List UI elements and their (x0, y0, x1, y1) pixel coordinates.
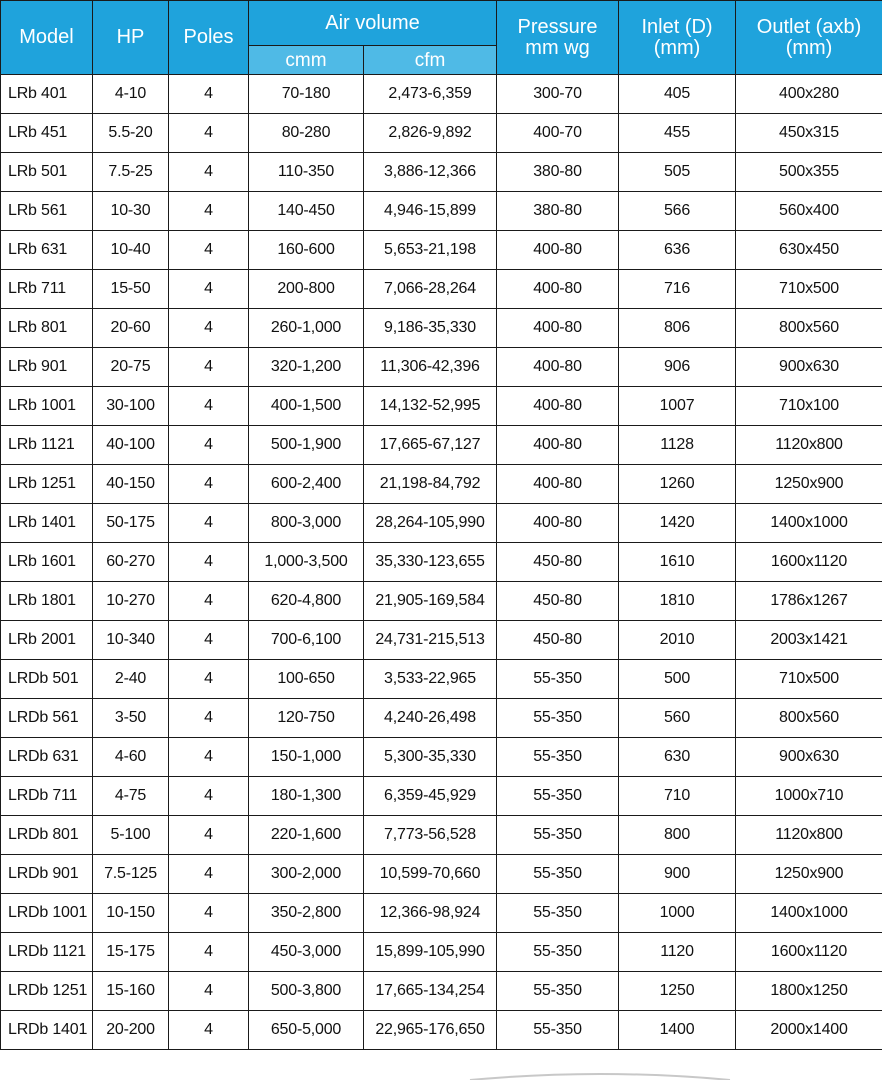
cell-poles: 4 (169, 543, 249, 582)
cell-outlet: 1786x1267 (736, 582, 882, 621)
cell-outlet: 450x315 (736, 114, 882, 153)
cell-pressure: 400-80 (497, 270, 619, 309)
header-poles: Poles (169, 1, 249, 75)
cell-cmm: 140-450 (249, 192, 364, 231)
cell-pressure: 55-350 (497, 660, 619, 699)
cell-poles: 4 (169, 777, 249, 816)
cell-cfm: 11,306-42,396 (364, 348, 497, 387)
header-cfm: cfm (364, 46, 497, 75)
cell-model: LRb 401 (1, 75, 93, 114)
cell-model: LRb 901 (1, 348, 93, 387)
cell-cmm: 320-1,200 (249, 348, 364, 387)
cell-poles: 4 (169, 621, 249, 660)
header-pressure (497, 1, 619, 75)
cell-cfm: 15,899-105,990 (364, 933, 497, 972)
header-cmm: cmm (249, 46, 364, 75)
table-row (1, 777, 882, 816)
cell-cmm: 220-1,600 (249, 816, 364, 855)
cell-outlet: 900x630 (736, 348, 882, 387)
cell-model: LRb 1801 (1, 582, 93, 621)
cell-cfm: 6,359-45,929 (364, 777, 497, 816)
cell-model: LRDb 901 (1, 855, 93, 894)
cell-cmm: 500-1,900 (249, 426, 364, 465)
cell-poles: 4 (169, 426, 249, 465)
cell-outlet: 1400x1000 (736, 504, 882, 543)
table-row (1, 231, 882, 270)
cell-outlet: 1400x1000 (736, 894, 882, 933)
cell-poles: 4 (169, 75, 249, 114)
cell-poles: 4 (169, 504, 249, 543)
cell-cfm: 35,330-123,655 (364, 543, 497, 582)
cell-cfm: 5,300-35,330 (364, 738, 497, 777)
cell-model: LRb 1401 (1, 504, 93, 543)
cell-cfm: 4,240-26,498 (364, 699, 497, 738)
cell-pressure: 300-70 (497, 75, 619, 114)
cell-outlet: 400x280 (736, 75, 882, 114)
cell-inlet: 636 (619, 231, 736, 270)
cell-outlet: 710x100 (736, 387, 882, 426)
cell-hp: 50-175 (93, 504, 169, 543)
cell-cfm: 12,366-98,924 (364, 894, 497, 933)
header-pressure-line1: Pressure (517, 15, 598, 38)
cell-poles: 4 (169, 894, 249, 933)
cell-model: LRb 501 (1, 153, 93, 192)
cell-pressure: 55-350 (497, 855, 619, 894)
cell-poles: 4 (169, 933, 249, 972)
cell-outlet: 1600x1120 (736, 543, 882, 582)
cell-inlet: 806 (619, 309, 736, 348)
cell-cmm: 1,000-3,500 (249, 543, 364, 582)
cell-cmm: 600-2,400 (249, 465, 364, 504)
cell-hp: 10-340 (93, 621, 169, 660)
cell-pressure: 400-80 (497, 426, 619, 465)
cell-inlet: 800 (619, 816, 736, 855)
cell-model: LRDb 1001 (1, 894, 93, 933)
cell-poles: 4 (169, 738, 249, 777)
cell-inlet: 2010 (619, 621, 736, 660)
cell-pressure: 380-80 (497, 192, 619, 231)
cell-inlet: 1810 (619, 582, 736, 621)
cell-outlet: 1800x1250 (736, 972, 882, 1011)
cell-hp: 40-100 (93, 426, 169, 465)
cell-cfm: 4,946-15,899 (364, 192, 497, 231)
cell-cmm: 700-6,100 (249, 621, 364, 660)
cell-hp: 30-100 (93, 387, 169, 426)
cell-model: LRDb 801 (1, 816, 93, 855)
cell-model: LRDb 501 (1, 660, 93, 699)
header-model: Model (1, 1, 93, 75)
cell-poles: 4 (169, 855, 249, 894)
cell-outlet: 1000x710 (736, 777, 882, 816)
header-outlet-line2: (mm) (785, 36, 833, 59)
cell-cfm: 22,965-176,650 (364, 1011, 497, 1050)
table-row (1, 153, 882, 192)
cell-outlet: 900x630 (736, 738, 882, 777)
cell-model: LRDb 1401 (1, 1011, 93, 1050)
cell-pressure: 55-350 (497, 816, 619, 855)
cell-model: LRb 1601 (1, 543, 93, 582)
cell-poles: 4 (169, 972, 249, 1011)
cell-hp: 4-10 (93, 75, 169, 114)
cell-cfm: 21,905-169,584 (364, 582, 497, 621)
table-row (1, 660, 882, 699)
cell-inlet: 630 (619, 738, 736, 777)
cell-inlet: 566 (619, 192, 736, 231)
cell-outlet: 800x560 (736, 309, 882, 348)
table-row (1, 75, 882, 114)
cell-pressure: 400-80 (497, 387, 619, 426)
cell-poles: 4 (169, 699, 249, 738)
cell-inlet: 1250 (619, 972, 736, 1011)
cell-cmm: 80-280 (249, 114, 364, 153)
cell-model: LRb 711 (1, 270, 93, 309)
header-inlet (619, 1, 736, 75)
cell-pressure: 400-80 (497, 504, 619, 543)
cell-hp: 3-50 (93, 699, 169, 738)
cell-inlet: 1420 (619, 504, 736, 543)
table-row (1, 738, 882, 777)
cell-poles: 4 (169, 153, 249, 192)
table-row (1, 582, 882, 621)
cell-inlet: 1260 (619, 465, 736, 504)
cell-cfm: 17,665-67,127 (364, 426, 497, 465)
cell-outlet: 1120x800 (736, 816, 882, 855)
cell-poles: 4 (169, 582, 249, 621)
cell-hp: 7.5-25 (93, 153, 169, 192)
cell-cfm: 3,886-12,366 (364, 153, 497, 192)
cell-pressure: 55-350 (497, 777, 619, 816)
cell-outlet: 1600x1120 (736, 933, 882, 972)
cell-poles: 4 (169, 465, 249, 504)
cell-poles: 4 (169, 270, 249, 309)
cell-model: LRDb 561 (1, 699, 93, 738)
cell-pressure: 400-80 (497, 231, 619, 270)
cell-hp: 20-200 (93, 1011, 169, 1050)
cell-model: LRb 561 (1, 192, 93, 231)
table-row (1, 699, 882, 738)
cell-inlet: 906 (619, 348, 736, 387)
header-inlet-line2: (mm) (653, 36, 701, 59)
cell-model: LRDb 631 (1, 738, 93, 777)
cell-model: LRb 1121 (1, 426, 93, 465)
cell-poles: 4 (169, 660, 249, 699)
cell-poles: 4 (169, 348, 249, 387)
table-header (1, 1, 882, 75)
cell-pressure: 380-80 (497, 153, 619, 192)
table-row (1, 816, 882, 855)
cell-poles: 4 (169, 309, 249, 348)
table-row (1, 348, 882, 387)
cell-model: LRb 1001 (1, 387, 93, 426)
cell-hp: 10-150 (93, 894, 169, 933)
cell-hp: 5-100 (93, 816, 169, 855)
cell-pressure: 450-80 (497, 582, 619, 621)
cell-inlet: 900 (619, 855, 736, 894)
cell-outlet: 560x400 (736, 192, 882, 231)
cell-cfm: 3,533-22,965 (364, 660, 497, 699)
table-row (1, 972, 882, 1011)
cell-model: LRb 631 (1, 231, 93, 270)
cell-poles: 4 (169, 1011, 249, 1050)
cell-hp: 20-60 (93, 309, 169, 348)
cell-hp: 10-40 (93, 231, 169, 270)
cell-model: LRDb 711 (1, 777, 93, 816)
cell-hp: 10-270 (93, 582, 169, 621)
cell-pressure: 400-80 (497, 465, 619, 504)
cell-inlet: 710 (619, 777, 736, 816)
cell-cfm: 24,731-215,513 (364, 621, 497, 660)
cell-outlet: 630x450 (736, 231, 882, 270)
cell-outlet: 1120x800 (736, 426, 882, 465)
cell-inlet: 455 (619, 114, 736, 153)
cell-cfm: 28,264-105,990 (364, 504, 497, 543)
cell-cmm: 620-4,800 (249, 582, 364, 621)
cell-inlet: 1610 (619, 543, 736, 582)
cell-hp: 20-75 (93, 348, 169, 387)
cell-poles: 4 (169, 192, 249, 231)
cell-pressure: 55-350 (497, 738, 619, 777)
cell-pressure: 55-350 (497, 933, 619, 972)
cell-cfm: 17,665-134,254 (364, 972, 497, 1011)
table-row (1, 1011, 882, 1050)
cell-cmm: 350-2,800 (249, 894, 364, 933)
cell-inlet: 1007 (619, 387, 736, 426)
cell-inlet: 505 (619, 153, 736, 192)
cell-cfm: 21,198-84,792 (364, 465, 497, 504)
cell-pressure: 55-350 (497, 699, 619, 738)
cell-cmm: 150-1,000 (249, 738, 364, 777)
table-body (1, 75, 882, 1050)
cell-model: LRDb 1121 (1, 933, 93, 972)
table-row (1, 504, 882, 543)
cell-cmm: 300-2,000 (249, 855, 364, 894)
cell-poles: 4 (169, 114, 249, 153)
table-row (1, 855, 882, 894)
cell-cmm: 70-180 (249, 75, 364, 114)
cell-cmm: 400-1,500 (249, 387, 364, 426)
header-hp: HP (93, 1, 169, 75)
table-row (1, 621, 882, 660)
cell-pressure: 55-350 (497, 972, 619, 1011)
cell-cmm: 160-600 (249, 231, 364, 270)
cell-poles: 4 (169, 816, 249, 855)
table-row (1, 465, 882, 504)
cell-pressure: 400-80 (497, 309, 619, 348)
table-row (1, 426, 882, 465)
cell-hp: 15-50 (93, 270, 169, 309)
table-row (1, 309, 882, 348)
cell-cmm: 800-3,000 (249, 504, 364, 543)
cell-poles: 4 (169, 387, 249, 426)
cell-inlet: 1400 (619, 1011, 736, 1050)
table-row (1, 543, 882, 582)
cell-hp: 4-75 (93, 777, 169, 816)
cell-model: LRb 1251 (1, 465, 93, 504)
cell-hp: 10-30 (93, 192, 169, 231)
cell-inlet: 716 (619, 270, 736, 309)
cell-hp: 15-160 (93, 972, 169, 1011)
header-air-volume: Air volume (249, 1, 497, 46)
cell-outlet: 1250x900 (736, 465, 882, 504)
cell-cfm: 7,773-56,528 (364, 816, 497, 855)
cell-model: LRDb 1251 (1, 972, 93, 1011)
cell-cfm: 9,186-35,330 (364, 309, 497, 348)
cell-cmm: 180-1,300 (249, 777, 364, 816)
cell-cmm: 110-350 (249, 153, 364, 192)
header-inlet-line1: Inlet (D) (641, 15, 713, 38)
cell-pressure: 55-350 (497, 894, 619, 933)
cell-cmm: 450-3,000 (249, 933, 364, 972)
cell-pressure: 400-70 (497, 114, 619, 153)
cell-cfm: 2,473-6,359 (364, 75, 497, 114)
cell-pressure: 55-350 (497, 1011, 619, 1050)
cell-cfm: 10,599-70,660 (364, 855, 497, 894)
cell-hp: 5.5-20 (93, 114, 169, 153)
header-pressure-line2: mm wg (525, 36, 590, 59)
table-row (1, 933, 882, 972)
bottom-decorative-arc (0, 1066, 882, 1080)
cell-outlet: 800x560 (736, 699, 882, 738)
cell-cmm: 650-5,000 (249, 1011, 364, 1050)
cell-outlet: 710x500 (736, 660, 882, 699)
cell-inlet: 560 (619, 699, 736, 738)
cell-hp: 15-175 (93, 933, 169, 972)
cell-cfm: 14,132-52,995 (364, 387, 497, 426)
cell-inlet: 1120 (619, 933, 736, 972)
cell-outlet: 2000x1400 (736, 1011, 882, 1050)
cell-model: LRb 801 (1, 309, 93, 348)
cell-inlet: 405 (619, 75, 736, 114)
cell-cfm: 7,066-28,264 (364, 270, 497, 309)
cell-model: LRb 2001 (1, 621, 93, 660)
cell-cmm: 260-1,000 (249, 309, 364, 348)
header-outlet-line1: Outlet (axb) (756, 15, 862, 38)
table-row (1, 192, 882, 231)
cell-cmm: 120-750 (249, 699, 364, 738)
cell-cfm: 5,653-21,198 (364, 231, 497, 270)
cell-outlet: 500x355 (736, 153, 882, 192)
cell-pressure: 450-80 (497, 543, 619, 582)
cell-outlet: 2003x1421 (736, 621, 882, 660)
cell-outlet: 710x500 (736, 270, 882, 309)
cell-pressure: 450-80 (497, 621, 619, 660)
cell-hp: 40-150 (93, 465, 169, 504)
table-row (1, 270, 882, 309)
cell-hp: 60-270 (93, 543, 169, 582)
table-row (1, 894, 882, 933)
cell-inlet: 500 (619, 660, 736, 699)
cell-hp: 2-40 (93, 660, 169, 699)
cell-inlet: 1000 (619, 894, 736, 933)
cell-poles: 4 (169, 231, 249, 270)
header-outlet (736, 1, 882, 75)
cell-cmm: 200-800 (249, 270, 364, 309)
cell-cfm: 2,826-9,892 (364, 114, 497, 153)
cell-inlet: 1128 (619, 426, 736, 465)
cell-hp: 7.5-125 (93, 855, 169, 894)
cell-hp: 4-60 (93, 738, 169, 777)
table-row (1, 387, 882, 426)
cell-outlet: 1250x900 (736, 855, 882, 894)
cell-model: LRb 451 (1, 114, 93, 153)
cell-cmm: 500-3,800 (249, 972, 364, 1011)
table-row (1, 114, 882, 153)
cell-pressure: 400-80 (497, 348, 619, 387)
cell-cmm: 100-650 (249, 660, 364, 699)
